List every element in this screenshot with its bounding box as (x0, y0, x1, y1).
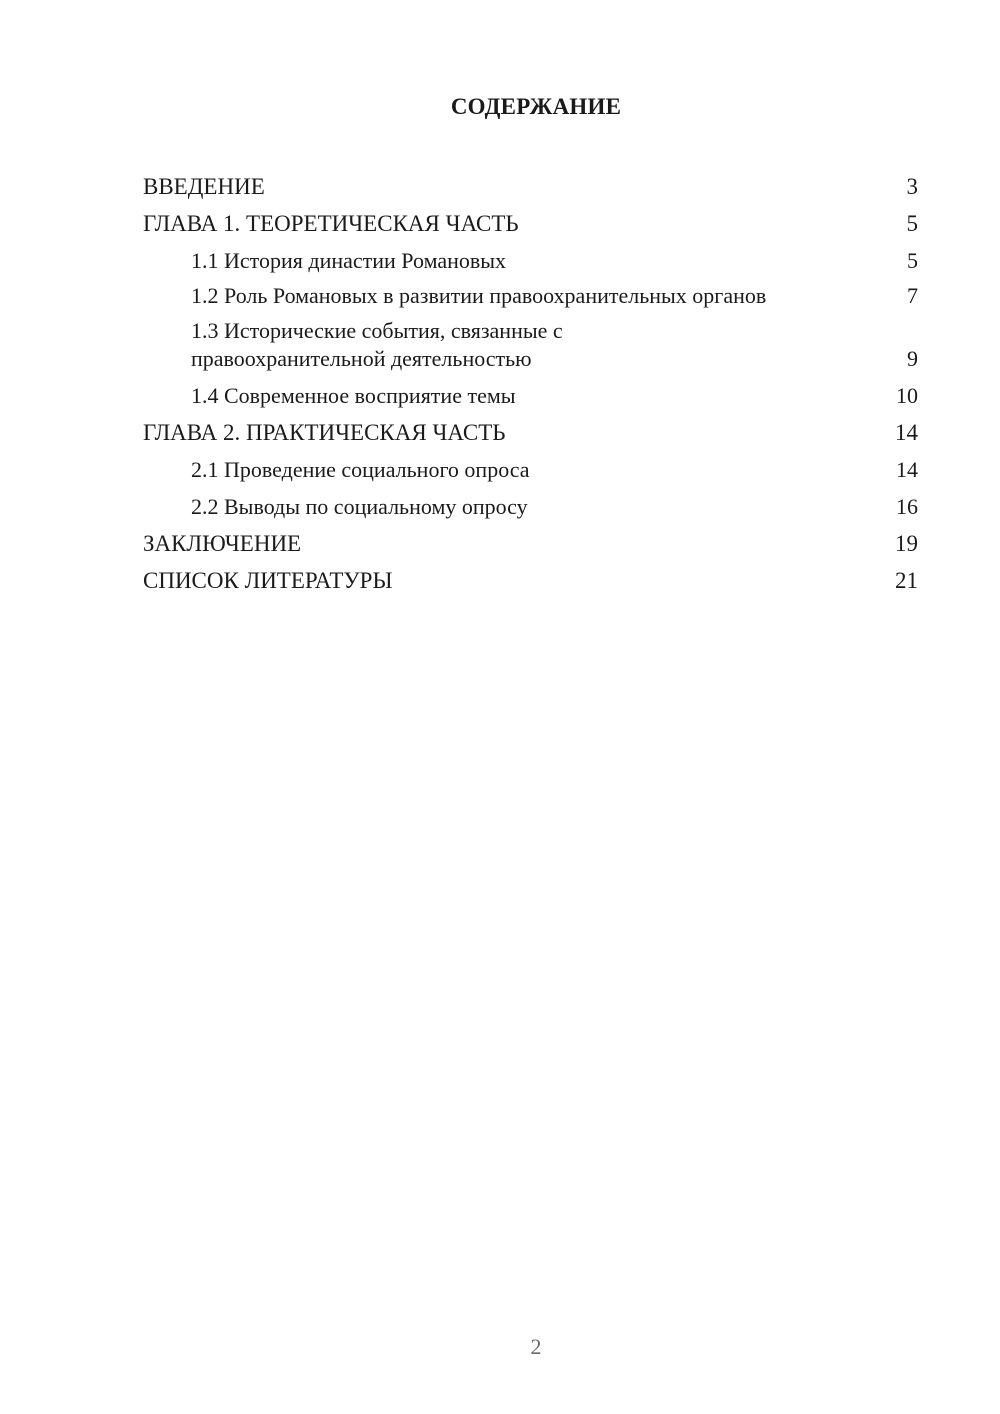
toc-item-section-2-2 (143, 488, 918, 525)
toc-item-label: 1.4 Современное восприятие темы (191, 383, 516, 408)
toc-item-label: ЗАКЛЮЧЕНИЕ (143, 531, 302, 556)
page-title: СОДЕРЖАНИЕ (450, 94, 622, 119)
toc-item-label: СПИСОК ЛИТЕРАТУРЫ (143, 568, 393, 593)
toc-item-page: 7 (907, 283, 918, 308)
toc-item-section-2-1 (143, 451, 918, 488)
toc-item-page: 16 (896, 494, 918, 519)
toc-item-section-1-4 (143, 377, 918, 414)
toc-item-chapter-2 (143, 414, 918, 451)
toc-item-label: ВВЕДЕНИЕ (143, 174, 265, 199)
table-of-contents (143, 168, 918, 599)
toc-item-introduction (143, 168, 918, 205)
toc-item-page: 9 (907, 346, 918, 371)
toc-item-label: 2.2 Выводы по социальному опросу (191, 494, 528, 519)
page-number: 2 (530, 1334, 542, 1359)
toc-item-page: 10 (896, 383, 918, 408)
toc-item-page: 5 (906, 211, 918, 236)
toc-item-section-1-2 (143, 279, 918, 314)
toc-item-chapter-1 (143, 205, 918, 242)
toc-item-label: ГЛАВА 1. ТЕОРЕТИЧЕСКАЯ ЧАСТЬ (143, 211, 519, 236)
toc-item-page: 14 (895, 420, 918, 445)
toc-item-label: 1.2 Роль Романовых в развитии правоохранительных органов (191, 283, 767, 308)
toc-item-section-1-3 (143, 314, 918, 377)
toc-item-page: 19 (895, 531, 918, 556)
toc-item-label: ГЛАВА 2. ПРАКТИЧЕСКАЯ ЧАСТЬ (143, 420, 506, 445)
toc-item-page: 5 (907, 248, 918, 273)
toc-item-page: 21 (895, 568, 918, 593)
toc-item-label: 1.3 Исторические события, связанные с правоохранительной деятельностью (191, 318, 563, 371)
toc-item-label: 1.1 История династии Романовых (191, 248, 507, 273)
toc-item-conclusion (143, 525, 918, 562)
toc-item-label: 2.1 Проведение социального опроса (191, 457, 530, 482)
toc-item-page: 14 (896, 457, 918, 482)
toc-item-bibliography (143, 562, 918, 599)
toc-item-section-1-1 (143, 242, 918, 279)
toc-item-page: 3 (906, 174, 918, 199)
